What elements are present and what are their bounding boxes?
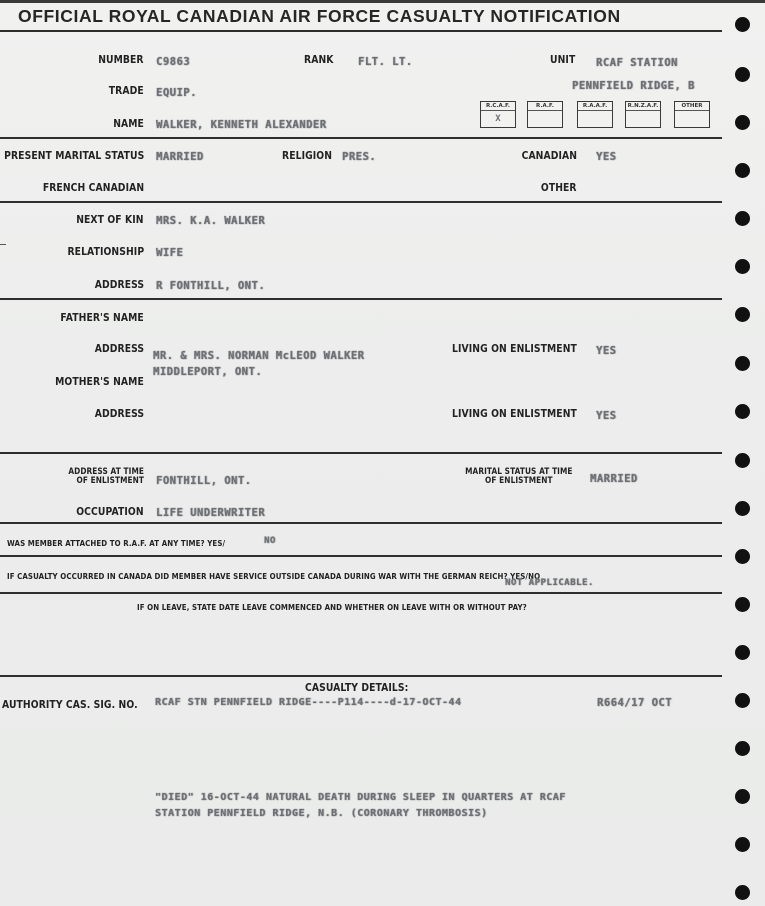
binder-hole — [735, 885, 750, 900]
religion-label: RELIGION — [282, 150, 333, 162]
service-box-label: R.A.F. — [528, 102, 562, 111]
binder-hole — [735, 789, 750, 804]
nok-address-label: ADDRESS — [94, 279, 144, 291]
binder-hole — [735, 211, 750, 226]
leave-label: IF ON LEAVE, STATE DATE LEAVE COMMENCED AND WHETHER ON LEAVE WITH OR WITHOUT PAY? — [137, 603, 527, 612]
marital-enlistment-value: MARRIED — [590, 473, 638, 485]
french-canadian-label: FRENCH CANADIAN — [42, 182, 144, 194]
label-line: OF ENLISTMENT — [485, 475, 553, 485]
occupation-value: LIFE UNDERWRITER — [156, 507, 266, 519]
binder-hole — [735, 501, 750, 516]
binder-hole — [735, 67, 750, 82]
binder-hole — [735, 837, 750, 852]
binder-hole — [735, 163, 750, 178]
unit-value-line1: RCAF STATION — [596, 57, 678, 69]
occupation-label: OCCUPATION — [76, 506, 144, 518]
service-box-rcaf — [480, 101, 516, 128]
mother-living-value: YES — [596, 410, 617, 422]
divider — [0, 452, 722, 454]
rank-value: FLT. LT. — [358, 56, 413, 68]
binder-hole — [735, 356, 750, 371]
service-box-rnzaf — [625, 101, 661, 128]
divider — [0, 522, 722, 524]
service-box-label: R.C.A.F. — [481, 102, 515, 111]
service-box-label: R.A.A.F. — [578, 102, 612, 111]
binder-hole — [735, 17, 750, 32]
service-box-label: R.N.Z.A.F. — [627, 103, 659, 109]
label-line: ADDRESS AT TIME — [68, 466, 144, 476]
service-box-raf — [527, 101, 563, 128]
rank-label: RANK — [304, 54, 334, 66]
number-label: NUMBER — [98, 54, 144, 66]
number-value: C9863 — [156, 56, 191, 68]
father-address-label: ADDRESS — [94, 343, 144, 355]
relationship-value: WIFE — [156, 247, 184, 259]
name-value: WALKER, KENNETH ALEXANDER — [156, 119, 327, 131]
binder-hole — [735, 597, 750, 612]
marital-status-label: PRESENT MARITAL STATUS — [3, 150, 144, 162]
casualty-details-heading: CASUALTY DETAILS: — [305, 682, 409, 694]
divider — [0, 137, 722, 139]
service-box-other — [674, 101, 710, 128]
service-box-label: OTHER — [675, 102, 709, 111]
raf-attached-value: NO — [264, 536, 276, 546]
trade-label: TRADE — [109, 85, 144, 97]
authority-label: AUTHORITY CAS. SIG. NO. — [2, 699, 138, 711]
service-box-mark: X — [495, 114, 501, 124]
authority-ref: R664/17 OCT — [597, 697, 673, 709]
fathers-name-label: FATHER'S NAME — [60, 312, 144, 324]
binder-hole — [735, 259, 750, 274]
next-of-kin-label: NEXT OF KIN — [76, 214, 144, 226]
father-living-label: LIVING ON ENLISTMENT — [452, 343, 577, 355]
divider — [0, 298, 722, 300]
divider — [0, 201, 722, 203]
details-line2: STATION PENNFIELD RIDGE, N.B. (CORONARY THROMBOSIS) — [155, 808, 488, 819]
address-enlistment-value: FONTHILL, ONT. — [156, 475, 252, 487]
divider — [0, 592, 722, 594]
service-box-raaf — [577, 101, 613, 128]
marital-status-value: MARRIED — [156, 151, 204, 163]
form-title: OFFICIAL ROYAL CANADIAN AIR FORCE CASUALTY NOTIFICATION — [18, 6, 621, 26]
religion-value: PRES. — [342, 151, 377, 163]
parents-value-line2: MIDDLEPORT, ONT. — [153, 366, 263, 378]
raf-attached-label: WAS MEMBER ATTACHED TO R.A.F. AT ANY TIME? YES/ — [7, 539, 226, 548]
label-line: OF ENLISTMENT — [76, 475, 144, 485]
margin-mark — [0, 244, 6, 245]
binder-hole — [735, 115, 750, 130]
father-living-value: YES — [596, 345, 617, 357]
divider — [0, 555, 722, 557]
mothers-name-label: MOTHER'S NAME — [55, 376, 144, 388]
mother-address-label: ADDRESS — [94, 408, 144, 420]
canadian-label: CANADIAN — [521, 150, 577, 162]
binder-hole — [735, 307, 750, 322]
binder-hole — [735, 404, 750, 419]
binder-hole — [735, 453, 750, 468]
nok-address-value: R FONTHILL, ONT. — [156, 280, 266, 292]
trade-value: EQUIP. — [156, 87, 197, 99]
parents-value-line1: MR. & MRS. NORMAN McLEOD WALKER — [153, 350, 365, 362]
divider — [0, 30, 722, 32]
service-outside-label: IF CASUALTY OCCURRED IN CANADA DID MEMBER HAVE SERVICE OUTSIDE CANADA DURING WAR WITH THE GERMAN REICH? YES/NO — [7, 572, 541, 581]
relationship-label: RELATIONSHIP — [67, 246, 144, 258]
unit-value-line2: PENNFIELD RIDGE, B — [572, 80, 695, 92]
marital-enlistment-label — [459, 467, 579, 485]
details-line1: "DIED" 16-OCT-44 NATURAL DEATH DURING SLEEP IN QUARTERS AT RCAF — [155, 792, 566, 803]
address-enlistment-label — [68, 467, 144, 485]
other-label: OTHER — [541, 182, 577, 194]
name-label: NAME — [113, 118, 144, 130]
authority-value: RCAF STN PENNFIELD RIDGE----P114----d-17-OCT-44 — [155, 697, 462, 708]
label-line: MARITAL STATUS AT TIME — [465, 466, 573, 476]
service-outside-value: NOT APPLICABLE. — [505, 578, 594, 588]
top-border — [0, 0, 765, 3]
canadian-value: YES — [596, 151, 617, 163]
binder-hole — [735, 741, 750, 756]
next-of-kin-value: MRS. K.A. WALKER — [156, 215, 266, 227]
binder-hole — [735, 645, 750, 660]
binder-hole — [735, 549, 750, 564]
binder-hole — [735, 693, 750, 708]
mother-living-label: LIVING ON ENLISTMENT — [452, 408, 577, 420]
divider — [0, 675, 722, 677]
unit-label: UNIT — [550, 54, 576, 66]
